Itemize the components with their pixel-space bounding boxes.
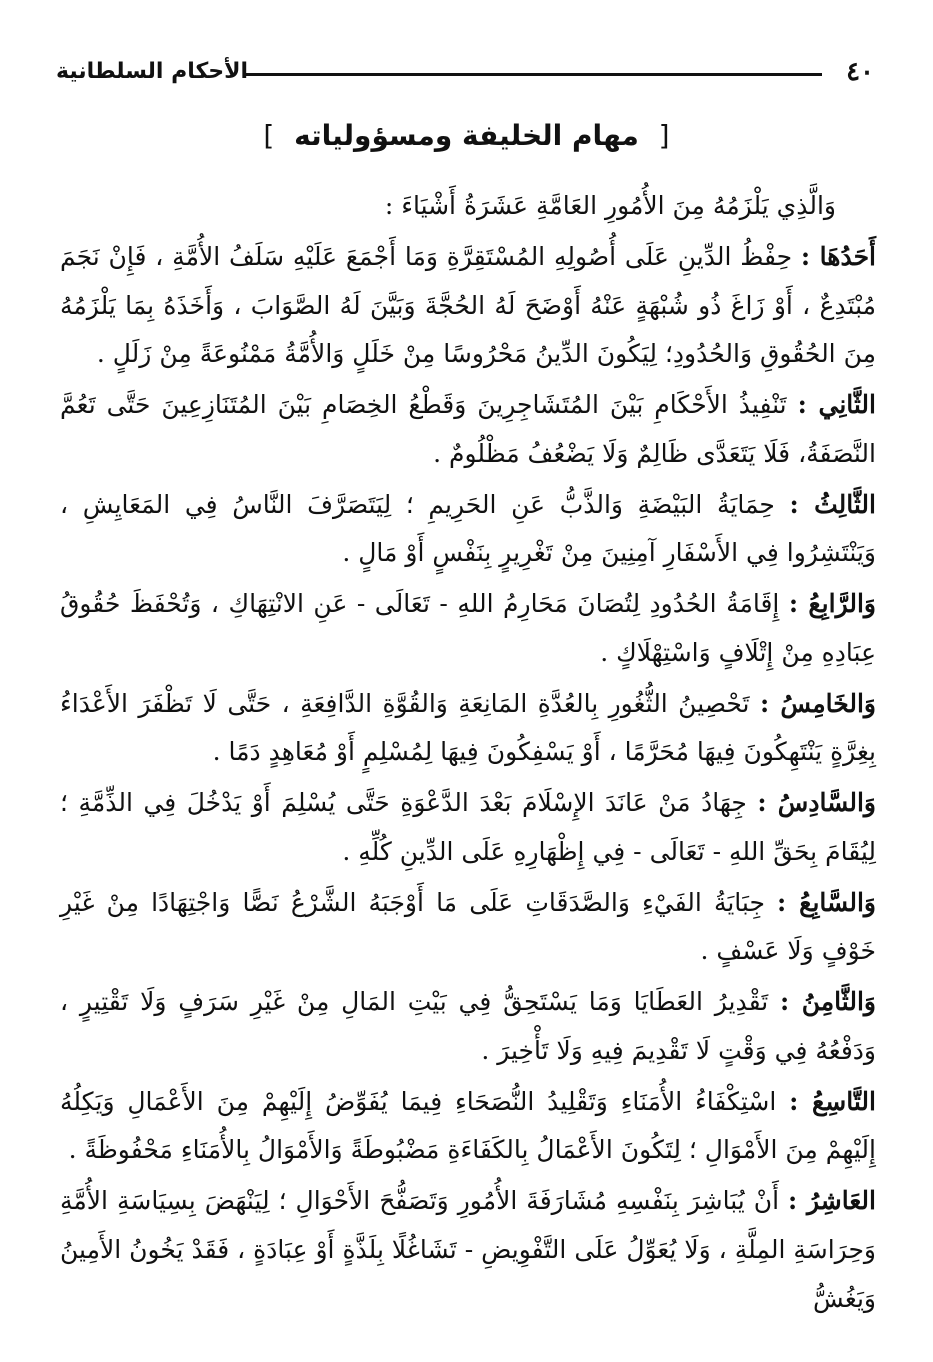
paragraph-lead: وَالسَّادِسُ : (757, 788, 877, 817)
paragraph-text: تَحْصِينُ الثُّغُورِ بِالعُدَّةِ المَانِعَةِ وَالقُوَّةِ الدَّافِعَةِ ، حَتَّى لَا تَظْفَرَ الأَعْدَاءُ بِغِرَّةٍ يَنْتَهِكُونَ فِيهَا مُحَرَّمًا ، أَوْ يَسْفِكُونَ فِيهَا لِمُسْلِمٍ أَوْ مُعَاهِدٍ دَمًا . (60, 688, 876, 767)
book-title: الأحكام السلطانية (56, 59, 249, 84)
paragraph-duty-8 (60, 978, 876, 1076)
paragraph-duty-4 (60, 580, 876, 678)
section-title: مهام الخليفة ومسؤولياته (294, 119, 639, 152)
paragraph-text: اسْتِكْفَاءُ الأُمَنَاءِ وَتَقْلِيدُ النُّصَحَاءِ فِيمَا يُفَوِّضُ إِلَيْهِمْ مِنَ الأَعْمَالِ وَيَكِلُهُ إِلَيْهِمْ مِنَ الأَمْوَالِ ؛ لِتَكُونَ الأَعْمَالُ بِالكَفَاءَةِ مَضْبُوطَةً وَالأَمْوَالُ بِالأُمَنَاءِ مَحْفُوظَةً . (60, 1086, 876, 1165)
paragraph-duty-6 (60, 779, 876, 877)
paragraph-lead: وَالسَّابِعُ : (777, 887, 876, 917)
paragraph-lead: الثَّانِي : (797, 390, 876, 419)
page-number: ٤٠ (846, 57, 874, 87)
paragraph-duty-9 (60, 1078, 876, 1176)
paragraph-text: تَنْفِيذُ الأَحْكَامِ بَيْنَ المُتَشَاجِرِينَ وَقَطْعُ الخِصَامِ بَيْنَ المُتَنَازِعِينَ حَتَّى تَعُمَّ النَّصَفَةُ، فَلَا يَتَعَدَّى ظَالِمٌ وَلَا يَضْعُفُ مَظْلُومٌ . (60, 390, 876, 468)
heading-close-bracket: ] (263, 119, 275, 152)
paragraph-intro (60, 182, 876, 231)
paragraph-lead: أَحَدُهَا : (800, 241, 876, 271)
paragraph-text: جِبَايَةُ الفَيْءِ وَالصَّدَقَاتِ عَلَى مَا أَوْجَبَهُ الشَّرْعُ نَصًّا وَاجْتِهَادًا مِنْ غَيْرِ خَوْفٍ وَلَا عَسْفٍ . (60, 887, 876, 966)
paragraph-text: حِفْظُ الدِّينِ عَلَى أُصُولِهِ المُسْتَقِرَّةِ وَمَا أَجْمَعَ عَلَيْهِ سَلَفُ الأُمَّةِ ، فَإِنْ نَجَمَ مُبْتَدِعٌ ، أَوْ زَاغَ ذُو شُبْهَةٍ عَنْهُ أَوْضَحَ لَهُ الحُجَّةَ وَبَيَّنَ لَهُ الصَّوَابَ ، وَأَخَذَهُ بِمَا يَلْزَمُهُ مِنَ الحُقُوقِ وَالحُدُودِ؛ لِيَكُونَ الدِّينُ مَحْرُوسًا مِنْ خَلَلٍ وَالأُمَّةُ مَمْنُوعَةً مِنْ زَلَلٍ . (60, 241, 876, 369)
paragraph-text: حِمَايَةُ البَيْضَةِ وَالذَّبُّ عَنِ الحَرِيمِ ؛ لِيَتَصَرَّفَ النَّاسُ فِي المَعَايِشِ ، وَيَنْتَشِرُوا فِي الأَسْفَارِ آمِنِينَ مِنْ تَغْرِيرٍ بِنَفْسٍ أَوْ مَالٍ . (60, 489, 876, 568)
paragraph-lead: وَالثَّامِنُ : (779, 987, 876, 1016)
paragraph-lead: العَاشِرُ : (788, 1186, 876, 1215)
paragraph-lead: وَالرَّابِعُ : (788, 589, 877, 618)
paragraph-duty-5 (60, 680, 876, 778)
paragraph-lead: وَالخَامِسُ : (759, 688, 877, 718)
paragraph-lead: التَّاسِعُ : (789, 1086, 876, 1116)
header-rule (246, 73, 822, 76)
running-header (56, 52, 874, 92)
paragraph-duty-1 (60, 233, 876, 379)
paragraph-text: وَالَّذِي يَلْزَمُهُ مِنَ الأُمُورِ العَامَّةِ عَشَرَةُ أَشْيَاءَ : (384, 191, 836, 220)
section-heading (0, 112, 933, 160)
paragraph-text: تَقْدِيرُ العَطَايَا وَمَا يَسْتَحِقُّ فِي بَيْتِ المَالِ مِنْ غَيْرِ سَرَفٍ وَلَا تَقْتِيرٍ ، وَدَفْعُهُ فِي وَقْتٍ لَا تَقْدِيمَ فِيهِ وَلَا تَأْخِيرَ . (60, 987, 876, 1065)
heading-open-bracket: [ (658, 119, 670, 152)
paragraph-text: جِهَادُ مَنْ عَانَدَ الإِسْلَامَ بَعْدَ الدَّعْوَةِ حَتَّى يُسْلِمَ أَوْ يَدْخُلَ فِي الذِّمَّةِ ؛ لِيُقَامَ بِحَقِّ اللهِ - تَعَالَى - فِي إِظْهَارِهِ عَلَى الدِّينِ كُلِّهِ . (60, 788, 876, 866)
paragraph-text: أَنْ يُبَاشِرَ بِنَفْسِهِ مُشَارَفَةَ الأُمُورِ وَتَصَفُّحَ الأَحْوَالِ ؛ لِيَنْهَضَ بِسِيَاسَةِ الأُمَّةِ وَحِرَاسَةِ المِلَّةِ ، وَلَا يُعَوِّلُ عَلَى التَّفْوِيضِ - تَشَاغُلًا بِلَذَّةٍ أَوْ عِبَادَةٍ ، فَقَدْ يَخُونُ الأَمِينُ وَيَغُشُّ (60, 1186, 876, 1313)
paragraph-duty-10 (60, 1177, 876, 1323)
paragraph-duty-2 (60, 381, 876, 479)
paragraph-duty-3 (60, 481, 876, 579)
paragraph-text: إِقَامَةُ الحُدُودِ لِتُصَانَ مَحَارِمُ اللهِ - تَعَالَى - عَنِ الانْتِهَاكِ ، وَتُحْفَظَ حُقُوقُ عِبَادِهِ مِنْ إِتْلَافٍ وَاسْتِهْلَاكٍ . (60, 589, 876, 667)
paragraph-duty-7 (60, 879, 876, 977)
body-text (60, 182, 876, 1325)
paragraph-lead: الثَّالِثُ : (789, 489, 876, 519)
